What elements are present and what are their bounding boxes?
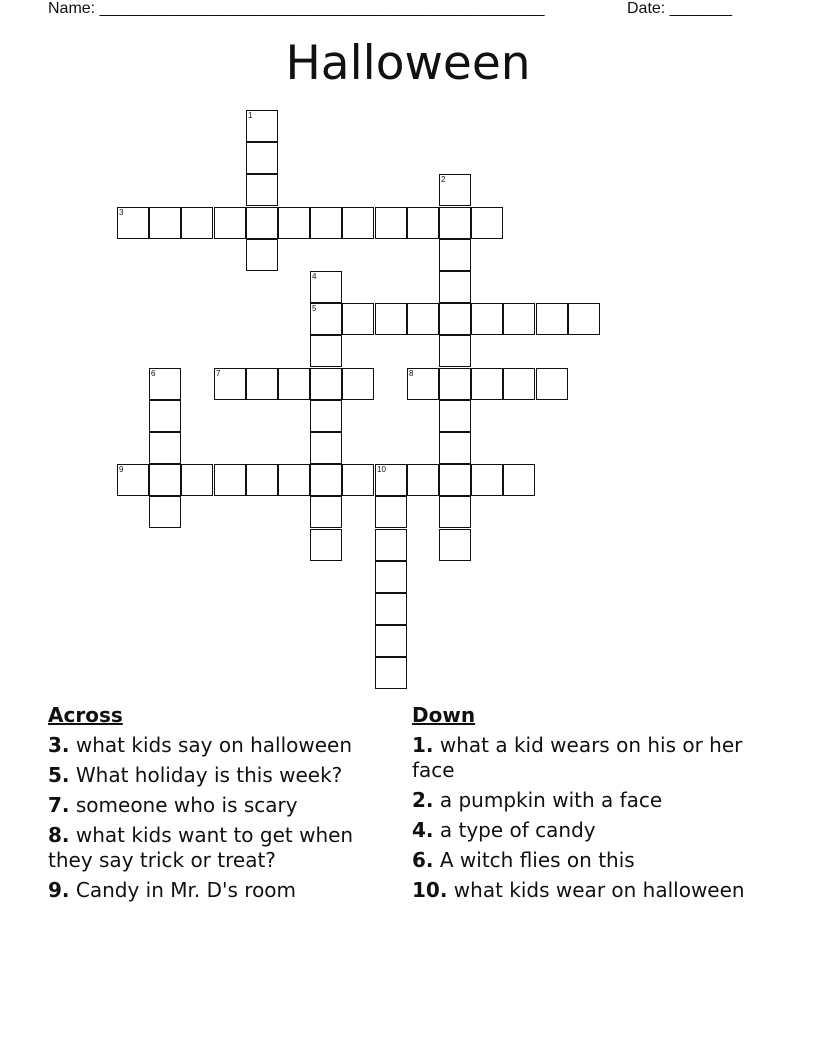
clue-number: 4. <box>412 818 434 842</box>
grid-cell[interactable] <box>536 368 568 400</box>
page-title: Halloween <box>285 36 531 91</box>
clue-number: 1. <box>412 733 434 757</box>
grid-cell[interactable] <box>278 207 310 239</box>
clue-number: 7. <box>48 793 70 817</box>
clue-item <box>48 878 388 903</box>
clue-number: 8. <box>48 823 70 847</box>
clue-text: what kids wear on halloween <box>453 878 745 902</box>
grid-cell[interactable] <box>375 207 407 239</box>
down-clue-list <box>412 733 762 903</box>
grid-cell[interactable] <box>246 239 278 271</box>
clue-number: 1 <box>248 111 253 120</box>
grid-cell[interactable] <box>214 207 246 239</box>
grid-cell[interactable] <box>439 464 471 496</box>
clue-number: 4 <box>312 272 317 281</box>
grid-cell[interactable] <box>503 303 535 335</box>
grid-cell[interactable] <box>439 174 471 206</box>
grid-cell[interactable] <box>310 335 342 367</box>
across-clues <box>48 703 388 908</box>
grid-cell[interactable] <box>407 464 439 496</box>
clue-text: A witch flies on this <box>439 848 635 872</box>
clue-number: 7 <box>216 369 221 378</box>
grid-cell[interactable] <box>342 303 374 335</box>
clue-item <box>412 818 762 843</box>
across-heading: Across <box>48 703 123 727</box>
grid-cell[interactable] <box>439 207 471 239</box>
grid-cell[interactable] <box>310 368 342 400</box>
grid-cell[interactable] <box>246 368 278 400</box>
date-blank[interactable]: _______ <box>669 0 732 17</box>
clue-number: 10. <box>412 878 448 902</box>
grid-cell[interactable] <box>214 464 246 496</box>
grid-cell[interactable] <box>117 464 149 496</box>
clue-item <box>48 823 388 873</box>
grid-cell[interactable] <box>375 464 407 496</box>
grid-cell[interactable] <box>375 593 407 625</box>
grid-cell[interactable] <box>246 110 278 142</box>
grid-cell[interactable] <box>439 271 471 303</box>
across-clue-list <box>48 733 388 903</box>
grid-cell[interactable] <box>407 207 439 239</box>
clue-number: 8 <box>409 369 414 378</box>
date-label: Date: <box>627 0 666 17</box>
grid-cell[interactable] <box>375 496 407 528</box>
clue-item <box>412 788 762 813</box>
grid-cell[interactable] <box>246 142 278 174</box>
grid-cell[interactable] <box>310 303 342 335</box>
clue-number: 3 <box>119 208 124 217</box>
grid-cell[interactable] <box>375 529 407 561</box>
grid-cell[interactable] <box>246 207 278 239</box>
clue-text: What holiday is this week? <box>75 763 343 787</box>
grid-cell[interactable] <box>149 207 181 239</box>
clue-number: 6. <box>412 848 434 872</box>
down-heading: Down <box>412 703 476 727</box>
name-blank[interactable]: __________________________________________________ <box>99 0 545 17</box>
clue-item <box>412 848 762 873</box>
grid-cell[interactable] <box>310 207 342 239</box>
grid-cell[interactable] <box>149 368 181 400</box>
grid-cell[interactable] <box>439 335 471 367</box>
grid-cell[interactable] <box>375 303 407 335</box>
grid-cell[interactable] <box>375 625 407 657</box>
grid-cell[interactable] <box>439 239 471 271</box>
clue-number: 6 <box>151 369 156 378</box>
clue-number: 3. <box>48 733 70 757</box>
grid-cell[interactable] <box>375 561 407 593</box>
clue-text: what kids say on halloween <box>75 733 353 757</box>
grid-cell[interactable] <box>471 303 503 335</box>
grid-cell[interactable] <box>342 207 374 239</box>
grid-cell[interactable] <box>149 464 181 496</box>
grid-cell[interactable] <box>439 303 471 335</box>
grid-cell[interactable] <box>407 303 439 335</box>
grid-cell[interactable] <box>471 464 503 496</box>
grid-cell[interactable] <box>310 271 342 303</box>
grid-cell[interactable] <box>439 432 471 464</box>
clue-item <box>48 763 388 788</box>
grid-cell[interactable] <box>342 368 374 400</box>
clue-number: 2 <box>441 175 446 184</box>
grid-cell[interactable] <box>310 529 342 561</box>
clue-number: 9 <box>119 465 124 474</box>
grid-cell[interactable] <box>439 368 471 400</box>
grid-cell[interactable] <box>439 529 471 561</box>
clue-item <box>48 793 388 818</box>
grid-cell[interactable] <box>278 368 310 400</box>
clue-text: a type of candy <box>439 818 596 842</box>
grid-cell[interactable] <box>181 464 213 496</box>
grid-cell[interactable] <box>246 174 278 206</box>
grid-cell[interactable] <box>342 464 374 496</box>
grid-cell[interactable] <box>310 464 342 496</box>
clue-text: Candy in Mr. D's room <box>75 878 297 902</box>
grid-cell[interactable] <box>214 368 246 400</box>
grid-cell[interactable] <box>278 464 310 496</box>
down-clues <box>412 703 762 908</box>
clue-item <box>48 733 388 758</box>
clue-number: 2. <box>412 788 434 812</box>
clue-text: someone who is scary <box>75 793 298 817</box>
grid-cell[interactable] <box>149 432 181 464</box>
grid-cell[interactable] <box>117 207 149 239</box>
clue-text: a pumpkin with a face <box>439 788 663 812</box>
clue-number: 9. <box>48 878 70 902</box>
grid-cell[interactable] <box>568 303 600 335</box>
grid-cell[interactable] <box>471 207 503 239</box>
clue-number: 5. <box>48 763 70 787</box>
clue-number: 10 <box>377 465 386 474</box>
name-label: Name: <box>48 0 96 17</box>
clue-item <box>412 878 762 903</box>
grid-cell[interactable] <box>503 368 535 400</box>
grid-cell[interactable] <box>246 464 278 496</box>
grid-cell[interactable] <box>375 657 407 689</box>
grid-cell[interactable] <box>471 368 503 400</box>
grid-cell[interactable] <box>149 496 181 528</box>
grid-cell[interactable] <box>149 400 181 432</box>
grid-cell[interactable] <box>439 400 471 432</box>
grid-cell[interactable] <box>181 207 213 239</box>
grid-cell[interactable] <box>503 464 535 496</box>
grid-cell[interactable] <box>310 400 342 432</box>
clue-number: 5 <box>312 304 317 313</box>
grid-cell[interactable] <box>536 303 568 335</box>
clue-item <box>412 733 762 783</box>
grid-cell[interactable] <box>439 496 471 528</box>
grid-cell[interactable] <box>310 496 342 528</box>
grid-cell[interactable] <box>407 368 439 400</box>
clue-text: what a kid wears on his or her face <box>412 733 743 782</box>
clue-text: what kids want to get when they say trick or treat? <box>48 823 354 872</box>
grid-cell[interactable] <box>310 432 342 464</box>
